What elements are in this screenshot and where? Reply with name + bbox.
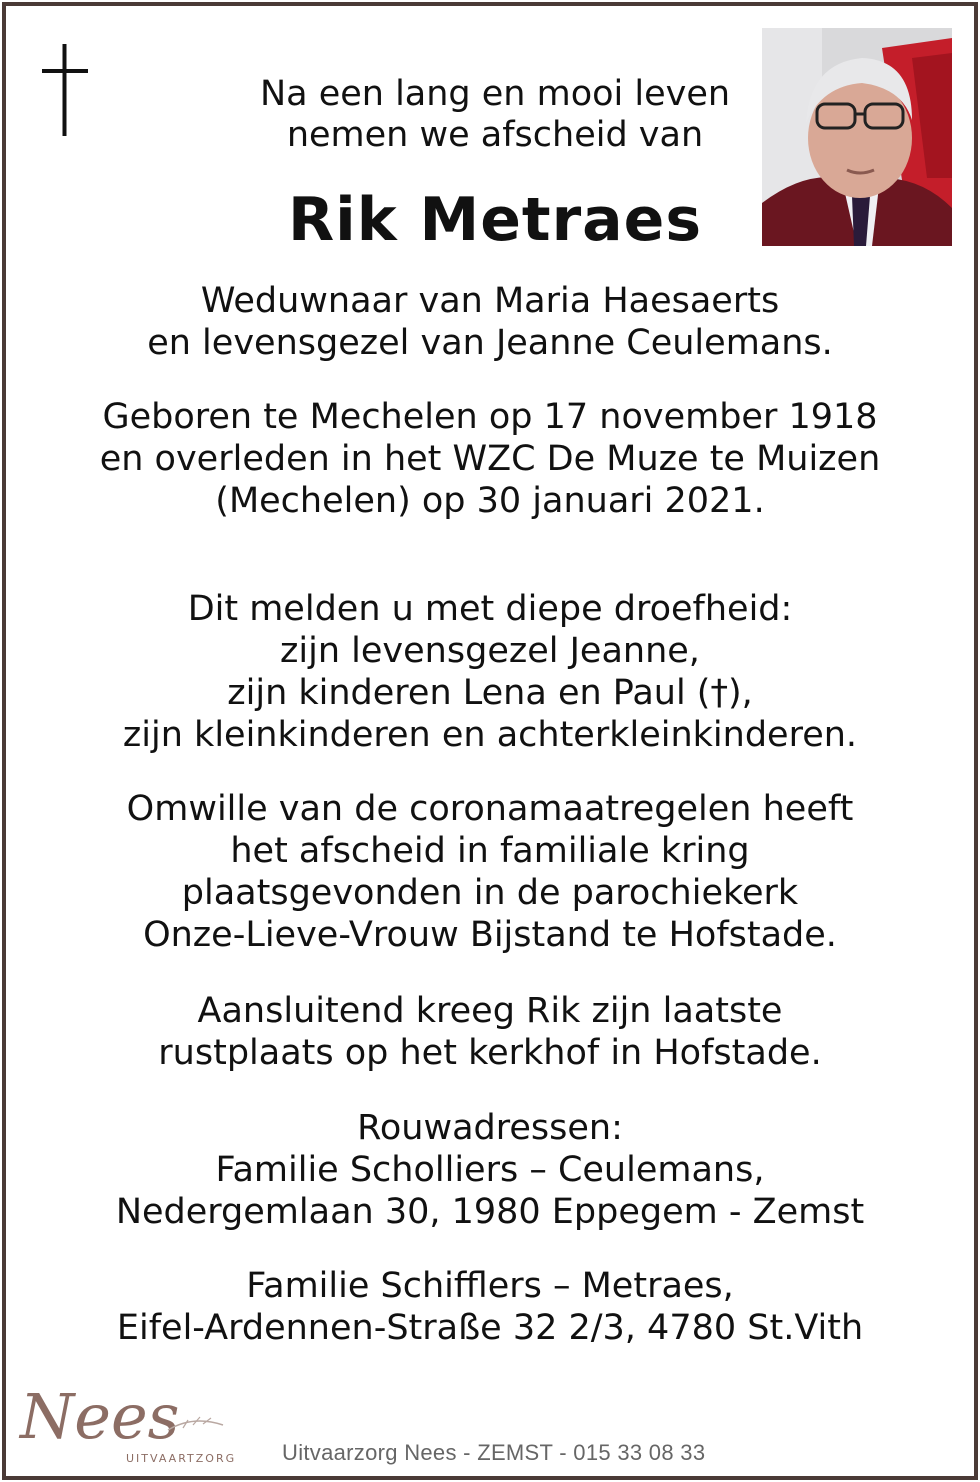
intro-line: Na een lang en mooi leven (259, 74, 731, 114)
text-line: Aansluitend kreeg Rik zijn laatste (197, 991, 783, 1031)
text-line: het afscheid in familiale kring (230, 831, 750, 871)
footer-contact: Uitvaarzorg Nees - ZEMST - 015 33 08 33 (282, 1440, 706, 1465)
deceased-name: Rik Metraes (287, 185, 703, 255)
text-line: zijn levensgezel Jeanne, (280, 631, 700, 671)
text-line: Omwille van de coronamaatregelen heeft (126, 789, 854, 829)
spouse-section (40, 280, 940, 364)
addresses-section-2 (40, 1265, 940, 1349)
text-line: Rouwadressen: (357, 1108, 623, 1148)
text-line: rustplaats op het kerkhof in Hofstade. (158, 1033, 822, 1073)
cross-icon (40, 42, 90, 138)
text-line: en levensgezel van Jeanne Ceulemans. (147, 323, 833, 363)
text-line: zijn kleinkinderen en achterkleinkinderen. (122, 715, 858, 755)
text-line: (Mechelen) op 30 januari 2021. (215, 481, 765, 521)
logo-subtitle: UITVAARTZORG (126, 1452, 237, 1465)
text-line: Familie Schifflers – Metraes, (246, 1266, 734, 1306)
text-line: Nedergemlaan 30, 1980 Eppegem - Zemst (115, 1192, 865, 1232)
text-line: Familie Scholliers – Ceulemans, (215, 1150, 765, 1190)
nees-logo (18, 1380, 238, 1470)
addresses-section-1 (40, 1107, 940, 1233)
birth-death-section (40, 396, 940, 522)
text-line: Geboren te Mechelen op 17 november 1918 (102, 397, 878, 437)
text-line: zijn kinderen Lena en Paul (†), (227, 673, 753, 713)
text-line: Weduwnaar van Maria Haesaerts (200, 281, 780, 321)
intro-line: nemen we afscheid van (286, 115, 704, 155)
portrait-photo (762, 28, 952, 246)
text-line: Dit melden u met diepe droefheid: (187, 589, 793, 629)
logo-script: Nees (20, 1380, 180, 1453)
intro-text (190, 74, 800, 156)
family-section (40, 588, 940, 756)
text-line: plaatsgevonden in de parochiekerk (181, 873, 799, 913)
text-line: en overleden in het WZC De Muze te Muizen (99, 439, 881, 479)
text-line: Onze-Lieve-Vrouw Bijstand te Hofstade. (143, 915, 837, 955)
burial-section (40, 990, 940, 1074)
ceremony-section (40, 788, 940, 956)
text-line: Eifel-Ardennen-Straße 32 2/3, 4780 St.Vith (116, 1308, 864, 1348)
